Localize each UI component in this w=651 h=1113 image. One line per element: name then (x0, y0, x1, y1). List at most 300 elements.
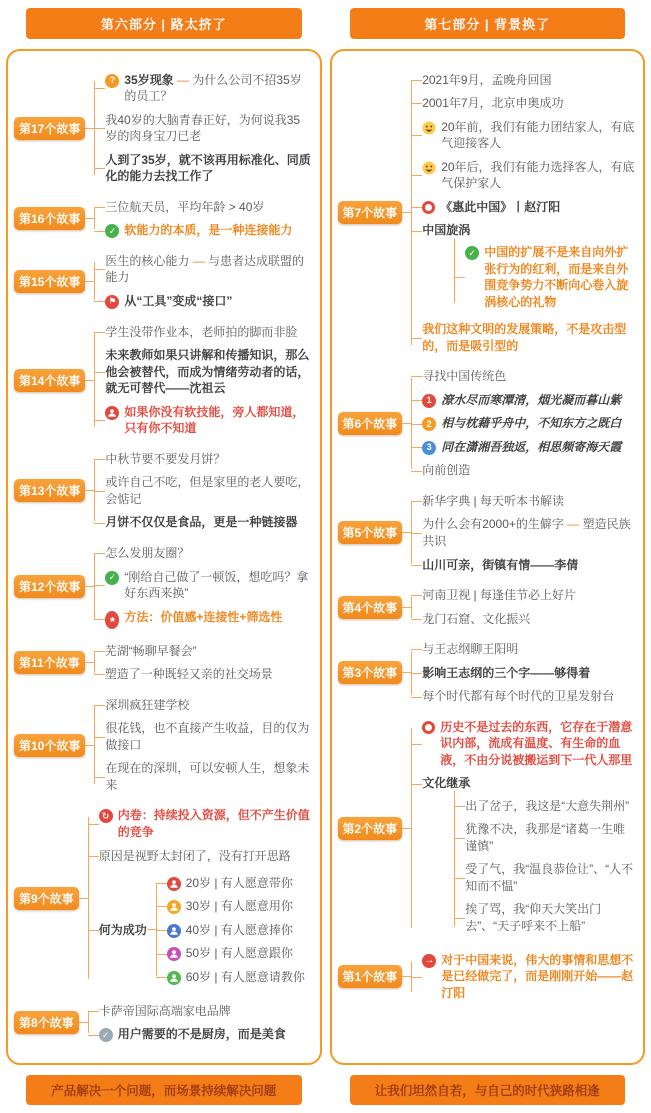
story-badge: 第1个故事 (338, 965, 403, 988)
node-textwrap (105, 545, 311, 562)
branch-connector (85, 745, 94, 746)
smiley-icon (422, 161, 436, 175)
node-textwrap (105, 666, 312, 683)
mindmap-node (99, 1023, 312, 1047)
node-textwrap (105, 152, 311, 185)
story (14, 195, 312, 242)
node-text: 医生的核心能力 (105, 253, 190, 268)
story (14, 249, 312, 313)
node-text: 怎么发朋友圈？ (105, 545, 190, 560)
mindmap-node (422, 219, 635, 318)
node-text: 《惠此中国》丨赵汀阳 (440, 199, 561, 214)
node-line (422, 775, 635, 792)
node-text: 卡萨帝国际高端家电品牌 (98, 1003, 231, 1018)
node-textwrap (484, 244, 635, 310)
node-textwrap (422, 95, 635, 112)
node-line (422, 199, 635, 216)
star-red-icon: * (105, 611, 119, 629)
story-branch (411, 715, 635, 941)
node-textwrap (99, 1003, 312, 1020)
node-textwrap (105, 720, 311, 753)
story-badge: 第9个故事 (14, 887, 79, 910)
mindmap-node (422, 155, 635, 195)
node-line (422, 222, 635, 239)
node-text: — (173, 72, 193, 87)
mindmap-node (465, 241, 635, 314)
branch-connector (402, 212, 411, 213)
person-red-icon (105, 406, 119, 420)
node-line (105, 666, 312, 683)
story (14, 541, 312, 632)
node-line (422, 95, 635, 112)
node-line (422, 462, 635, 479)
story-badge: 第12个故事 (14, 575, 85, 598)
story-branch (94, 320, 311, 440)
num3-blue-icon: 3 (422, 441, 436, 455)
node-line (465, 901, 635, 934)
mindmap-node (99, 844, 312, 868)
node-textwrap (465, 821, 635, 854)
story (14, 639, 312, 686)
branch-connector (147, 929, 156, 930)
story-badge: 第17个故事 (14, 117, 85, 140)
node-line (422, 119, 635, 152)
story-branch (411, 365, 635, 483)
mindmap-node (99, 999, 312, 1023)
sub-tree (99, 871, 312, 989)
person-red-icon (167, 877, 181, 891)
node-text: 20岁 | 有人愿意带你 (185, 875, 293, 890)
branch-connector (79, 898, 88, 899)
node-text: 用户需要的不是厨房，而是美食 (117, 1027, 286, 1042)
mindmap-node (465, 858, 635, 898)
branch-connector (402, 672, 411, 673)
node-line (422, 557, 635, 574)
mindmap-node (422, 553, 635, 577)
node-line (99, 848, 312, 865)
node-textwrap (441, 439, 635, 456)
node-textwrap (441, 392, 635, 409)
node-textwrap (105, 347, 311, 397)
node-text: 2001年7月，北京申奥成功 (422, 96, 564, 111)
node-text: 出了岔子，我这是“大意失荆州” (465, 798, 630, 813)
mindmap-node (422, 459, 635, 483)
vortex-red-icon: ↻ (99, 809, 113, 823)
node-text: 三位航天员，平均年龄 > 40岁 (105, 199, 265, 214)
node-textwrap (105, 514, 311, 531)
story (338, 68, 636, 358)
mindmap-node (105, 693, 311, 717)
node-text: 芜湖“畅聊早餐会” (104, 643, 197, 658)
node-textwrap (441, 119, 635, 152)
story-branch (411, 68, 635, 358)
node-text: 原因是视野太封闭了，没有打开思路 (98, 848, 291, 863)
node-textwrap (422, 462, 635, 479)
node-line (105, 569, 311, 602)
part6-footer: 产品解决一个问题，而场景持续解决问题 (26, 1075, 302, 1105)
node-line (465, 861, 635, 894)
node-text: “刚给自己做了一顿饭，想吃吗？拿好东西来换” (124, 569, 309, 601)
node-textwrap (105, 643, 312, 660)
mindmap-node (105, 511, 311, 535)
story (14, 999, 312, 1046)
part6-body (6, 49, 322, 1065)
node-text: 山川可亲，街镇有情——李倩 (422, 557, 579, 572)
node-text: 历史不是过去的东西，它存在于潜意识内部，流成有温度、有生命的血液，不由分说被搬运到下一代人那里 (440, 719, 633, 767)
branch-connector (402, 423, 411, 424)
story (14, 693, 312, 797)
node-text: 60岁 | 有人愿意请教你 (185, 969, 305, 984)
story-badge: 第6个故事 (338, 412, 403, 435)
story-branch (411, 584, 635, 631)
node-line (422, 665, 635, 682)
node-line (167, 922, 312, 939)
part7-body (330, 49, 646, 1065)
node-line (105, 72, 311, 105)
node-line (105, 720, 311, 753)
smiley-icon (422, 121, 436, 135)
node-text: 或许自己不吃，但是家里的老人要吃，会惦记 (105, 475, 310, 506)
mindmap-node (422, 661, 635, 685)
node-line (422, 392, 635, 409)
node-line (422, 72, 635, 89)
num2-orange-icon: 2 (422, 417, 436, 431)
part7-footer: 让我们坦然自若，与自己的时代狭路相逢 (350, 1075, 626, 1105)
person-magenta-icon (167, 947, 181, 961)
node-textwrap (124, 404, 311, 437)
node-text: 潦水尽而寒潭清，烟光凝而暮山紫 (441, 392, 622, 407)
check-green-icon: ✓ (105, 571, 119, 585)
node-line (422, 439, 635, 456)
node-line (99, 807, 312, 840)
node-text: 从“工具”变成“接口” (124, 293, 233, 308)
arrow-red-icon: → (424, 954, 435, 966)
branch-connector (85, 586, 94, 587)
story-badge: 第2个故事 (338, 817, 403, 840)
num1-red-icon: 1 (422, 394, 436, 408)
story-branch (94, 693, 311, 797)
node-textwrap (441, 952, 635, 1002)
node-text: 犹豫不决，我那是“诸葛一生唯谨慎” (465, 822, 626, 853)
node-text: 龙门石窟、文化振兴 (422, 611, 531, 626)
node-text: 受了气，我“温良恭俭让”、“人不知而不愠” (465, 862, 634, 893)
story-branch (94, 195, 311, 242)
story-branch (88, 804, 312, 992)
branch-connector (85, 380, 94, 381)
story-badge: 第10个故事 (14, 734, 85, 757)
mindmap-node (105, 344, 311, 401)
node-line (465, 244, 635, 310)
mindmap-node (422, 638, 635, 662)
node-line (105, 324, 311, 341)
mindmap-node (167, 871, 312, 895)
mindmap-node (105, 717, 311, 757)
node-line (105, 404, 311, 437)
node-line (167, 898, 312, 915)
node-text: 塑造民族共识 (422, 517, 631, 548)
part6-header: 第六部分 | 路太挤了 (26, 8, 302, 39)
mindmap-node (105, 249, 311, 289)
node-textwrap (105, 112, 311, 145)
node-textwrap (124, 72, 311, 105)
node-textwrap (118, 807, 312, 840)
node-line (422, 516, 635, 549)
story (338, 638, 636, 709)
mindmap-node (105, 605, 311, 632)
node-line (105, 609, 311, 629)
node-text: — (189, 253, 209, 268)
node-line (105, 697, 311, 714)
story-branch (94, 541, 311, 632)
story-badge: 第7个故事 (338, 201, 403, 224)
mindmap-node (422, 195, 635, 219)
mindmap-node (105, 757, 311, 797)
node-textwrap (441, 159, 635, 192)
node-textwrap (422, 775, 635, 792)
mindmap-node (422, 715, 635, 772)
node-line (99, 922, 147, 939)
mindmap-node (167, 895, 312, 919)
node-textwrap (186, 922, 312, 939)
branch-connector (402, 976, 411, 977)
node-line (99, 1003, 312, 1020)
node-text: 中国旋涡 (422, 223, 471, 238)
node-text: 软能力的本质，是一种连接能力 (124, 223, 293, 238)
mindmap-node (422, 412, 635, 436)
node-line (167, 969, 312, 986)
branch-connector (85, 281, 94, 282)
node-textwrap (422, 222, 635, 239)
node-line (105, 253, 311, 286)
ring-red-icon (422, 201, 435, 214)
mindmap-node (422, 115, 635, 155)
node-text: 新华字典 | 每天听本书解读 (422, 493, 564, 508)
story (338, 715, 636, 941)
node-textwrap (186, 875, 312, 892)
flag-red-icon: ⚑ (105, 295, 119, 309)
node-text: 塑造了一种既轻又亲的社交场景 (104, 667, 273, 682)
node-line (422, 159, 635, 192)
node-text: 35岁现象 (124, 72, 174, 87)
node-textwrap (465, 861, 635, 894)
branch-connector (402, 607, 411, 608)
mindmap-node (167, 965, 312, 989)
story-badge: 第4个故事 (338, 596, 403, 619)
mindmap-node (422, 607, 635, 631)
node-textwrap (422, 516, 635, 549)
question-orange-icon: ? (105, 74, 119, 88)
mindmap-node (105, 68, 311, 108)
mindmap-node (422, 685, 635, 709)
node-textwrap (105, 451, 311, 468)
node-textwrap (105, 760, 311, 793)
node-textwrap (105, 253, 311, 286)
mindmap-node (105, 447, 311, 471)
node-textwrap (105, 474, 311, 507)
story-badge: 第3个故事 (338, 661, 403, 684)
node-text: 向前创造 (422, 463, 471, 478)
mindmap-node (422, 489, 635, 513)
node-line (167, 945, 312, 962)
node-text: 40岁 | 有人愿意捧你 (185, 922, 293, 937)
node-text: 30岁 | 有人愿意用你 (185, 899, 293, 914)
node-text: 何为成功 (98, 922, 147, 937)
mindmap-node (105, 541, 311, 565)
node-textwrap (422, 587, 635, 604)
drop-branch (454, 241, 635, 314)
node-text: 寻找中国传统色 (422, 369, 507, 384)
mindmap-node (167, 942, 312, 966)
node-line (105, 293, 311, 310)
mindmap-node (105, 565, 311, 605)
story-branch (94, 639, 312, 686)
mindmap-node (422, 513, 635, 553)
node-text: 相与枕藉乎舟中，不知东方之既白 (441, 416, 622, 431)
mindmap-node (105, 195, 311, 219)
node-line (105, 199, 311, 216)
node-line (105, 514, 311, 531)
node-text: 50岁 | 有人愿意跟你 (185, 946, 293, 961)
story (338, 948, 636, 1005)
drop-branch (454, 794, 635, 938)
mindmap-node (422, 365, 635, 389)
branch-connector (402, 532, 411, 533)
story-badge: 第16个故事 (14, 207, 85, 230)
node-line (99, 1026, 312, 1043)
node-line (422, 952, 635, 1002)
node-text: 同在潇湘吾独返，相思频寄海天霞 (441, 439, 622, 454)
mindmap-node (465, 818, 635, 858)
mindmap-node (422, 584, 635, 608)
node-text: 学生没带作业本，老师拍的脚而非脸 (105, 324, 298, 339)
node-textwrap (105, 199, 311, 216)
node-text: 方法：价值感+连接性+筛选性 (124, 609, 283, 624)
mindmap-node (422, 388, 635, 412)
node-text: 月饼不仅仅是食品，更是一种链接器 (105, 515, 298, 530)
node-text: 为什么会有2000+的生僻字 (422, 517, 564, 532)
node-text: 影响王志纲的三个字——够得着 (422, 665, 591, 680)
node-text: 河南卫视 | 每逢佳节必上好片 (422, 588, 576, 603)
branch-connector (85, 128, 94, 129)
node-line (422, 688, 635, 705)
node-line (422, 611, 635, 628)
mindmap-node (105, 320, 311, 344)
node-textwrap (422, 688, 635, 705)
branch-connector (85, 490, 94, 491)
node-line (105, 474, 311, 507)
mindmap-node (465, 794, 635, 818)
node-text: 在现在的深圳，可以安顿人生，想象未来 (105, 761, 310, 792)
node-textwrap (186, 898, 312, 915)
node-text: 很花钱，也不直接产生收益，目的仅为做接口 (105, 721, 310, 752)
node-text: 未来教师如果只讲解和传播知识，那么他会被替代，而成为情绪劳动者的话，就无可替代——沈祖云 (105, 348, 310, 396)
node-line (422, 719, 635, 769)
mindmap-node (465, 898, 635, 938)
node-text: 挨了骂，我“仰天大笑出门去”、“天子呼来不上船” (465, 902, 602, 933)
story-badge: 第5个故事 (338, 521, 403, 544)
part7-header: 第七部分 | 背景换了 (350, 8, 626, 39)
node-textwrap (124, 222, 311, 239)
story-branch (411, 489, 635, 576)
story-badge: 第13个故事 (14, 479, 85, 502)
node-textwrap (422, 665, 635, 682)
node-text: 每个时代都有每个时代的卫星发射台 (422, 689, 615, 704)
story (14, 447, 312, 534)
node-textwrap (422, 557, 635, 574)
node-textwrap (105, 697, 311, 714)
part6-column (6, 8, 322, 1105)
story-badge: 第11个故事 (14, 651, 85, 674)
node-textwrap (465, 798, 635, 815)
node-textwrap (441, 415, 635, 432)
branch-connector (402, 828, 411, 829)
story-badge: 第15个故事 (14, 270, 85, 293)
node-line (167, 875, 312, 892)
story (338, 365, 636, 483)
mindmap-node (99, 804, 312, 844)
node-line (105, 545, 311, 562)
node-textwrap (99, 922, 147, 939)
mindmap-node (422, 92, 635, 116)
mindmap-node (105, 639, 312, 663)
node-line (422, 641, 635, 658)
node-line (105, 760, 311, 793)
node-text: 我们这种文明的发展策略，不是攻击型的，而是吸引型的 (422, 322, 627, 353)
node-line (105, 643, 312, 660)
node-textwrap (124, 609, 311, 626)
node-line (422, 368, 635, 385)
branch-connector (85, 218, 94, 219)
node-text: 文化继承 (422, 776, 471, 791)
node-textwrap (118, 1026, 312, 1043)
story-badge: 第8个故事 (14, 1011, 79, 1034)
person-blue-icon (167, 924, 181, 938)
node-textwrap (440, 719, 635, 769)
story-branch (94, 249, 311, 313)
story (338, 584, 636, 631)
part7-column (330, 8, 646, 1105)
check-gray-icon: ✓ (99, 1028, 113, 1042)
node-text: 20年后，我们有能力选择客人，有底气保护家人 (441, 159, 635, 191)
node-textwrap (422, 641, 635, 658)
node-textwrap (99, 848, 312, 865)
node-line (105, 222, 311, 239)
mindmap-node (99, 868, 312, 993)
check-green-icon: ✓ (465, 246, 479, 260)
node-line (105, 152, 311, 185)
mindmap-node (422, 948, 635, 1005)
mindmap-node (422, 318, 635, 358)
node-textwrap (422, 611, 635, 628)
node-line (422, 321, 635, 354)
story-branch (94, 68, 311, 188)
node-text: 中国的扩展不是来自向外扩张行为的红利，而是来自外围竞争势力不断向心卷入旋涡核心的礼物 (484, 245, 629, 310)
check-green-icon: ✓ (105, 224, 119, 238)
mindmap-node (105, 148, 311, 188)
node-text: 为什么公司不招35岁的员工？ (124, 72, 302, 104)
node-line (465, 798, 635, 815)
mindmap-node (167, 918, 312, 942)
story-badge: 第14个故事 (14, 369, 85, 392)
ring-red-icon (422, 721, 435, 734)
node-textwrap (186, 969, 312, 986)
node-text: 与患者达成联盟的能力 (105, 253, 305, 285)
node-text: 中秋节要不要发月饼？ (105, 451, 226, 466)
mindmap-node (105, 471, 311, 511)
mindmap-node (422, 68, 635, 92)
story-branch (411, 638, 635, 709)
node-text: 2021年9月，孟晚舟回国 (422, 72, 552, 87)
